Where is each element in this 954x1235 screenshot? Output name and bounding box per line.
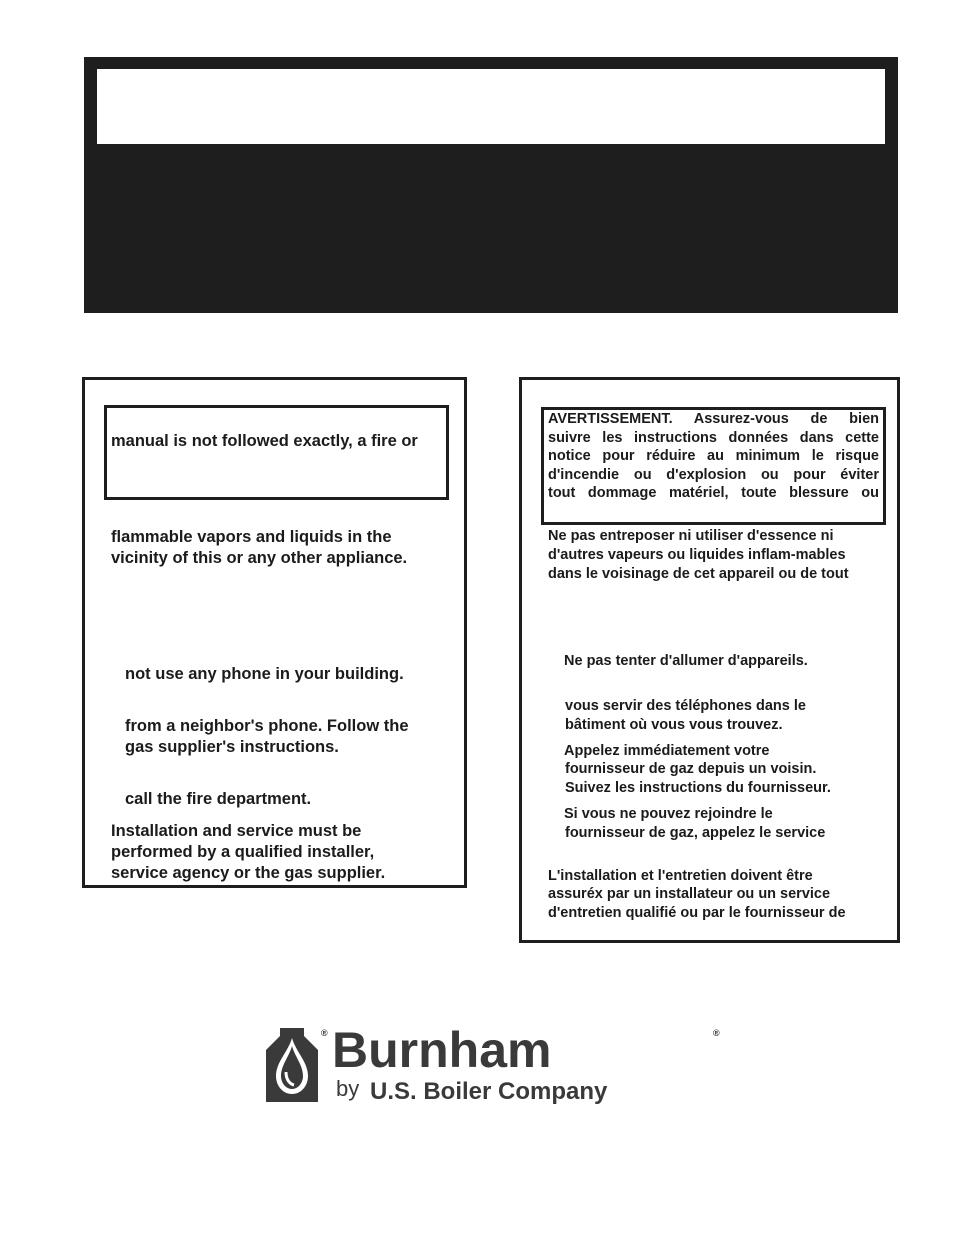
french-text-line: fournisseur de gaz depuis un voisin. bbox=[565, 761, 817, 777]
burnham-logo bbox=[266, 1022, 726, 1110]
french-text-line: Si vous ne pouvez rejoindre le bbox=[564, 806, 773, 822]
french-text-line: L'installation et l'entretien doivent être bbox=[548, 868, 813, 884]
french-text-line: d'entretien qualifié ou par le fournisseur de bbox=[548, 905, 846, 921]
registered-mark: ® bbox=[713, 1028, 720, 1038]
french-warning-line: tout dommage matériel, toute blessure ou bbox=[548, 485, 879, 501]
header-banner bbox=[84, 57, 898, 313]
french-text-line: d'autres vapeurs ou liquides inflam-mables bbox=[548, 547, 846, 563]
french-warning-line: d'incendie ou d'explosion ou pour éviter bbox=[548, 467, 879, 483]
header-title-area bbox=[97, 69, 885, 144]
english-text-line: service agency or the gas supplier. bbox=[111, 864, 386, 882]
logo-brand-name: Burnham bbox=[332, 1022, 552, 1078]
french-text-line: dans le voisinage de cet appareil ou de tout bbox=[548, 566, 849, 582]
english-text-line: gas supplier's instructions. bbox=[125, 738, 339, 756]
french-text-line: fournisseur de gaz, appelez le service bbox=[565, 825, 826, 841]
french-text-line: Appelez immédiatement votre bbox=[564, 743, 770, 759]
french-text-line: Ne pas entreposer ni utiliser d'essence ni bbox=[548, 528, 834, 544]
logo-company-name: U.S. Boiler Company bbox=[370, 1078, 608, 1105]
registered-mark: ® bbox=[321, 1028, 328, 1038]
french-text-line: Suivez les instructions du fournisseur. bbox=[565, 780, 831, 796]
french-warning-line: suivre les instructions données dans cette bbox=[548, 430, 879, 446]
english-text-line: Installation and service must be bbox=[111, 822, 362, 840]
english-warning-box bbox=[104, 405, 449, 500]
english-warning-panel bbox=[82, 377, 467, 888]
french-warning-panel bbox=[519, 377, 900, 943]
english-warning-line: manual is not followed exactly, a fire or bbox=[111, 432, 418, 450]
french-text-line: Ne pas tenter d'allumer d'appareils. bbox=[564, 653, 808, 669]
english-text-line: not use any phone in your building. bbox=[125, 665, 404, 683]
english-text-line: call the fire department. bbox=[125, 790, 312, 808]
french-text-line: vous servir des téléphones dans le bbox=[565, 698, 806, 714]
english-text-line: flammable vapors and liquids in the bbox=[111, 528, 392, 546]
water-drop-icon bbox=[266, 1028, 318, 1102]
french-warning-line: AVERTISSEMENT. Assurez-vous de bien bbox=[548, 411, 879, 427]
english-text-line: vicinity of this or any other appliance. bbox=[111, 549, 408, 567]
english-text-line: from a neighbor's phone. Follow the bbox=[125, 717, 409, 735]
english-text-line: performed by a qualified installer, bbox=[111, 843, 375, 861]
french-text-line: assuréx par un installateur ou un service bbox=[548, 886, 831, 902]
logo-by: by bbox=[336, 1076, 360, 1101]
french-text-line: bâtiment où vous vous trouvez. bbox=[565, 717, 783, 733]
french-warning-line: notice pour réduire au minimum le risque bbox=[548, 448, 879, 464]
